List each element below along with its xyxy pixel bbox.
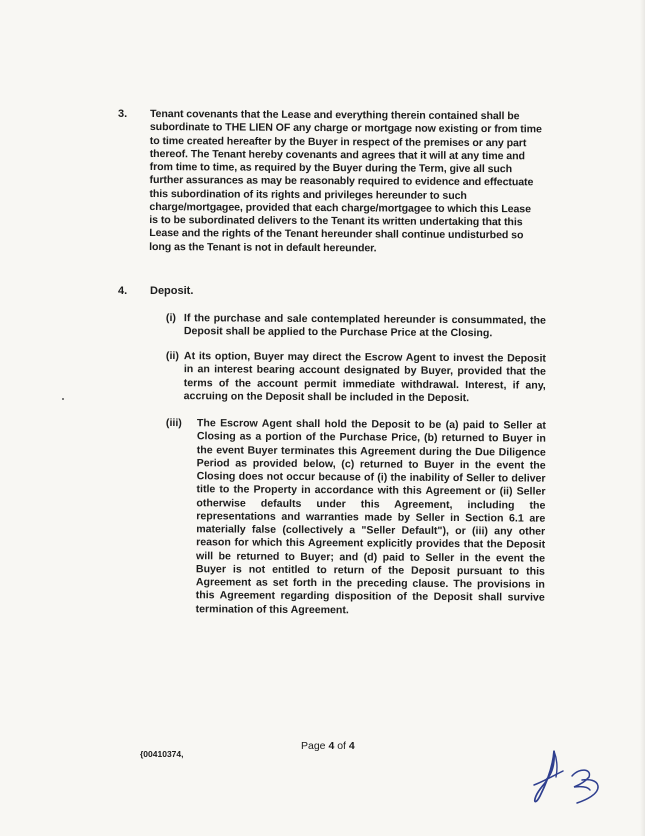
scan-edge-shadow bbox=[640, 0, 645, 836]
page-number bbox=[301, 740, 355, 752]
document-code: {00410374, bbox=[140, 749, 184, 759]
item-text: If the purchase and sale contemplated hereunder is consummated, the Deposit shall be applied to the Purchase Price at the Closing. bbox=[183, 312, 546, 340]
item-label: (ii) bbox=[165, 350, 179, 363]
page-of: of bbox=[337, 740, 346, 752]
deposit-item-iii bbox=[165, 417, 546, 618]
deposit-item-i bbox=[166, 312, 546, 341]
item-label: (i) bbox=[165, 312, 176, 325]
scan-speck bbox=[62, 398, 64, 400]
section-number: 3. bbox=[118, 108, 128, 120]
page-prefix: Page bbox=[301, 740, 326, 752]
section-body: Tenant covenants that the Lease and everything therein contained shall be subordinate to THE LIEN OF any charge or mortgage now existing or from time to time created hereafter by the Buyer in respect of the premises or any part thereof. The Tenant hereby covenants and agrees that it will at any time and from time to time, as required by the Buyer during the Term, give all such further assurances as may be reasonably required to evidence and effectuate this subordination of its rights and privileges hereunder to such charge/mortgagee, provided that each charge/mortgagee to which this Lease is to be subordinated delivers to the Tenant its written undertaking that this Lease and the rights of the Tenant hereunder shall continue undisturbed so long as the Tenant is not in default hereunder. bbox=[149, 108, 542, 254]
section-number: 4. bbox=[118, 285, 128, 297]
page-total: 4 bbox=[348, 740, 355, 752]
deposit-item-ii bbox=[166, 350, 546, 406]
page-current: 4 bbox=[328, 740, 335, 752]
section-heading: Deposit. bbox=[150, 285, 194, 297]
section-4 bbox=[118, 285, 543, 305]
item-text: The Escrow Agent shall hold the Deposit to be (a) paid to Seller at Closing as a portion of the Purchase Price, (b) returned to Buyer in the event Buyer terminates this Agreement during the Due Diligence Period as provided below, (c) returned to Buyer in the event the Closing does not occur because of (i) the inability of Seller to deliver title to the Property in accordance with this Agreement or (ii) Seller otherwise defaults under this Agreement, including the representations and warranties made by Seller in Section 6.1 are materially false (collectively a "Seller Default"), or (iii) any other reason for which this Agreement explicitly provides that the Deposit will be returned to Buyer; and (d) paid to Seller in the event the Buyer is not entitled to return of the Deposit pursuant to this Agreement as set forth in the preceding clause. The provisions in this Agreement regarding disposition of the Deposit shall survive termination of this Agreement. bbox=[195, 417, 546, 616]
section-3 bbox=[118, 108, 543, 254]
item-label: (iii) bbox=[165, 417, 182, 430]
handwritten-initials bbox=[527, 746, 617, 808]
item-text: At its option, Buyer may direct the Escrow Agent to invest the Deposit in an interest bearing account designated by Buyer, provided that the terms of the account permit immediate withdrawal. Interest, if any, accruing on the Deposit shall be included in the Deposit. bbox=[183, 350, 546, 404]
